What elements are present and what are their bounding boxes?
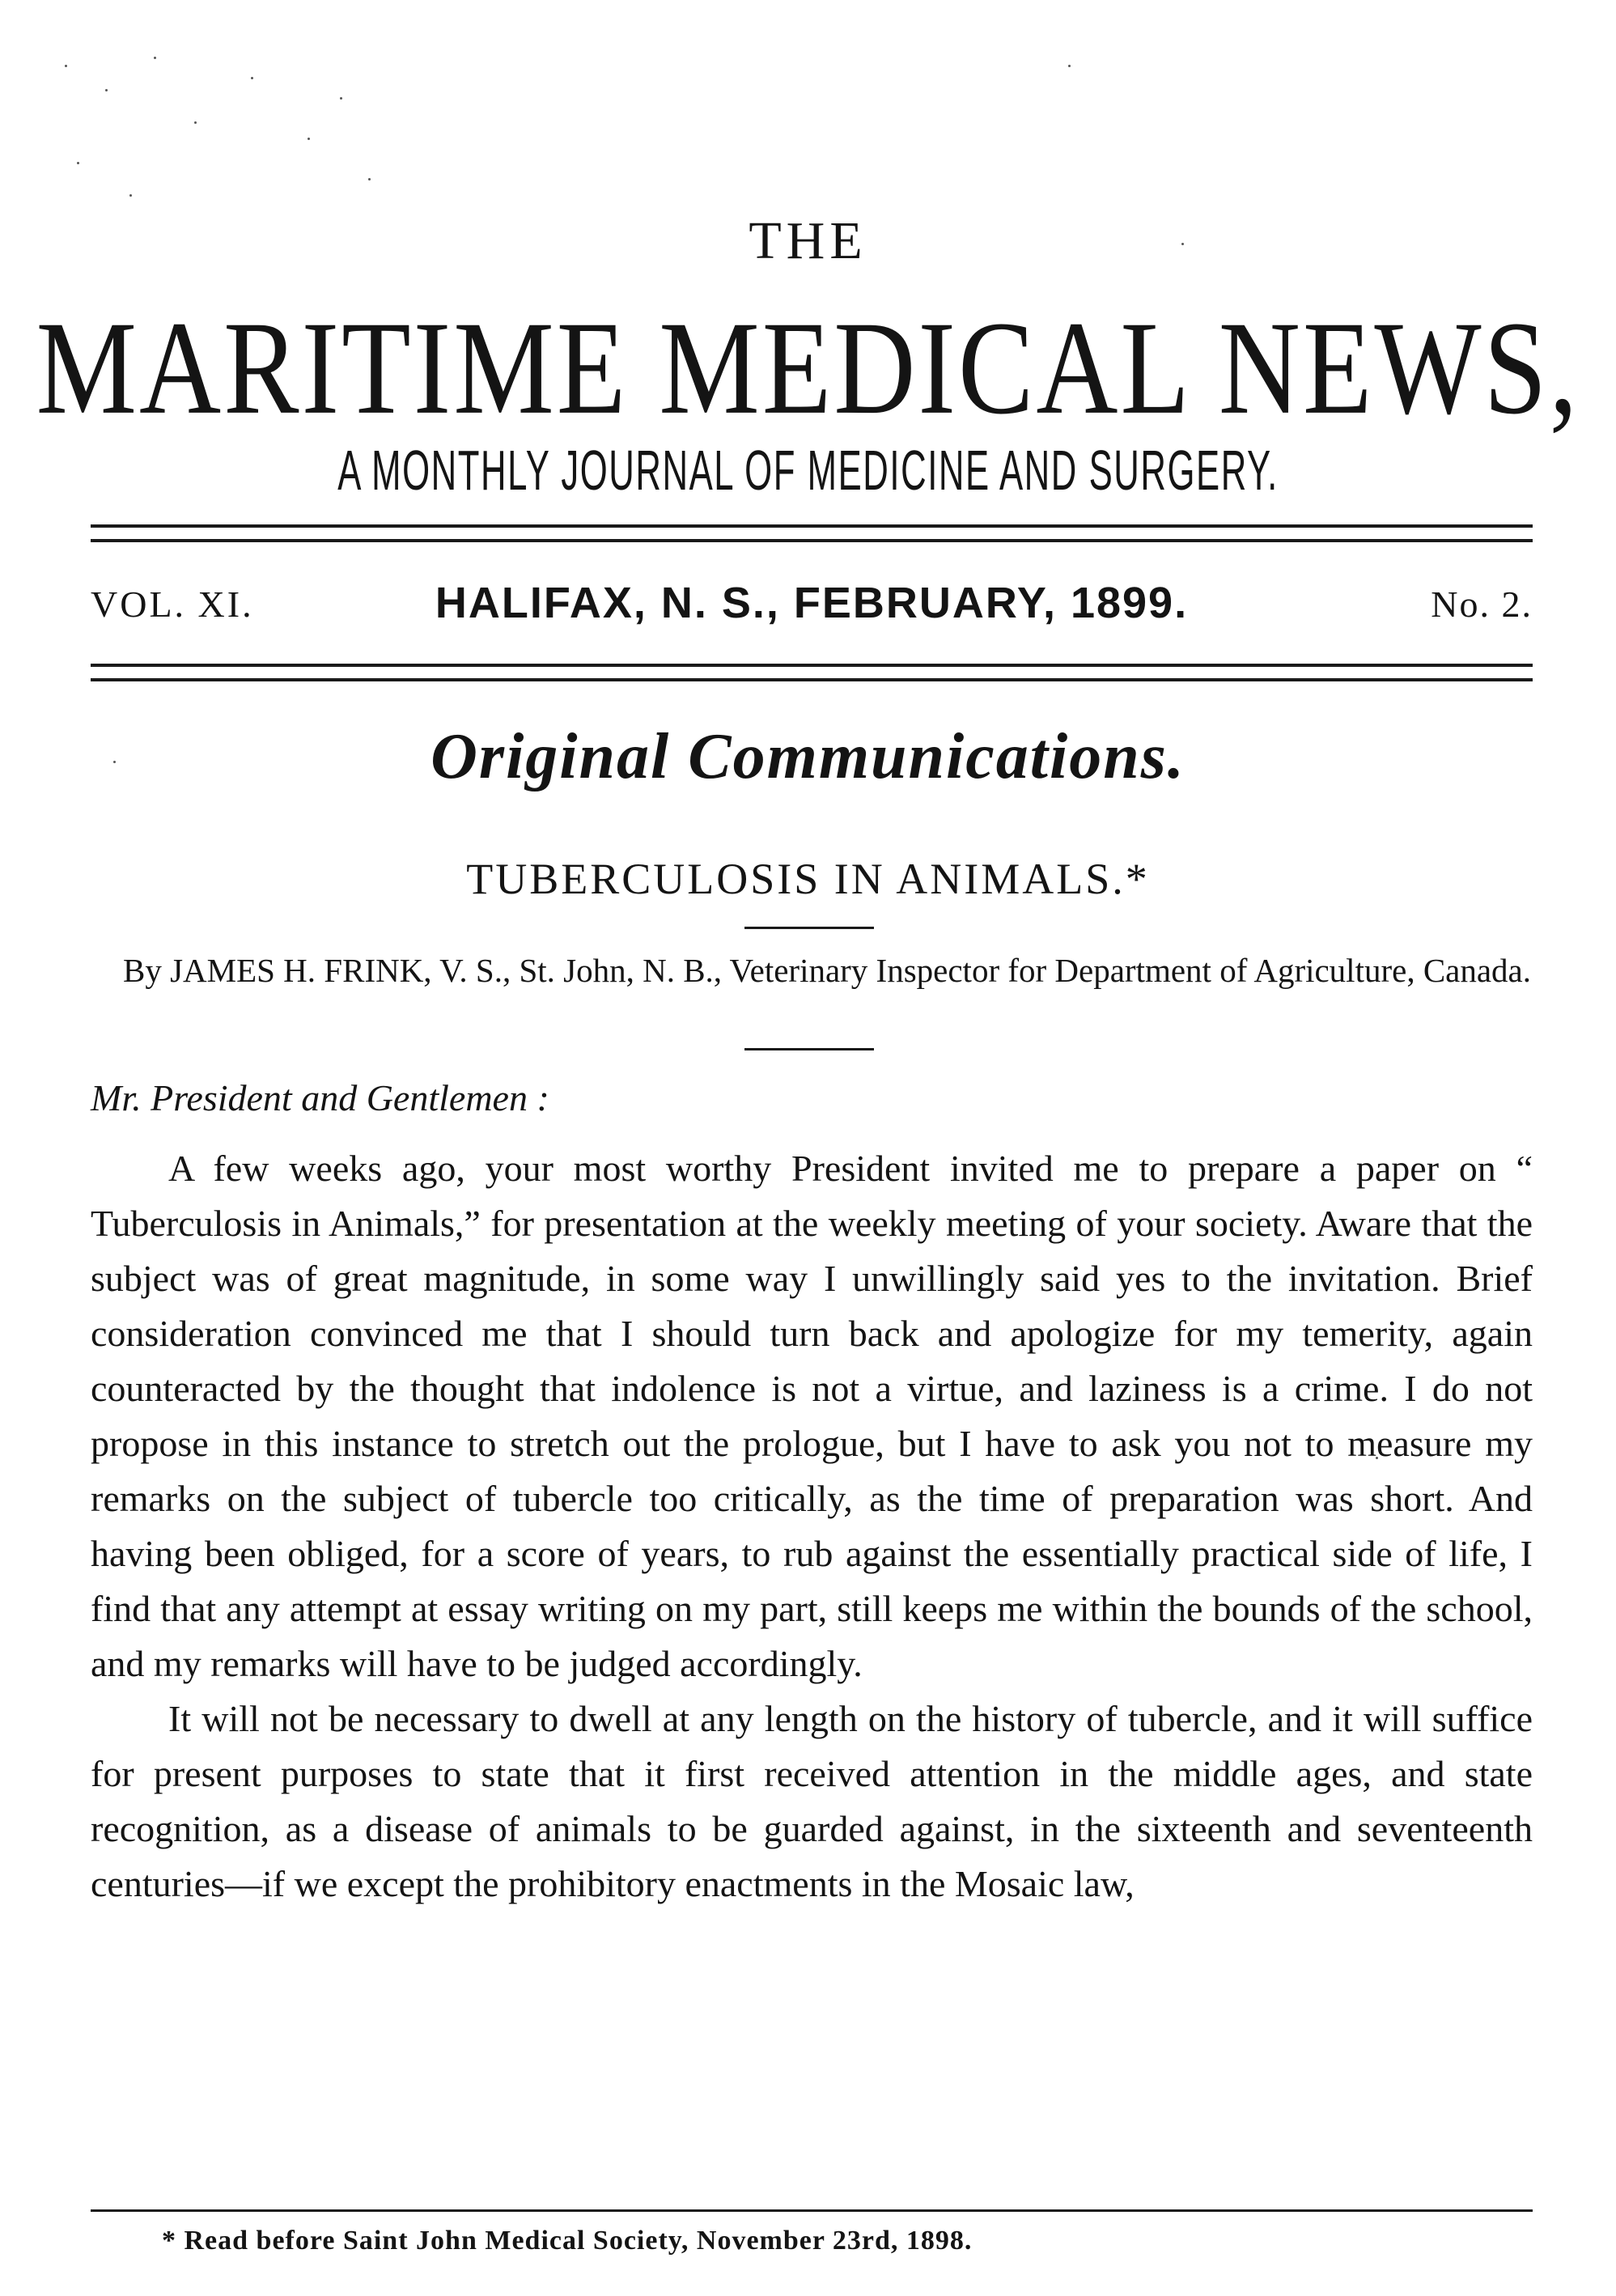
masthead-the: THE (749, 211, 867, 270)
journal-subtitle: A MONTHLY JOURNAL OF MEDICINE AND SURGERY. (337, 438, 1279, 502)
title-rule (744, 927, 874, 929)
salutation: Mr. President and Gentlemen : (91, 1077, 549, 1118)
article-byline: By JAMES H. FRINK, V. S., St. John, N. B., Veterinary Inspector for Department of Agriculture, Canada. (122, 952, 1532, 989)
paragraph: It will not be necessary to dwell at any length on the history of tubercle, and it will suffice for present purposes to state that it first received attention in the middle ages, and state recognition, as a disease of animals to be guarded against, in the sixteenth and seventeenth centuries—if we except the prohibitory enactments in the Mosaic law, (91, 1698, 1533, 1904)
issue-number: No. 2. (1431, 584, 1533, 625)
footnote-rule (91, 2209, 1533, 2212)
byline-rule (744, 1048, 874, 1050)
issue-line (91, 579, 1533, 639)
article-title: TUBERCULOSIS IN ANIMALS.* (466, 855, 1150, 903)
header-rule-top (91, 524, 1533, 542)
article-body (91, 1141, 1533, 1912)
place-date: HALIFAX, N. S., FEBRUARY, 1899. (435, 579, 1189, 627)
journal-title: MARITIME MEDICAL NEWS, (36, 294, 1580, 443)
header-rule-bottom (91, 664, 1533, 681)
footnote: * Read before Saint John Medical Society, November 23rd, 1898. (162, 2226, 973, 2256)
volume-label: VOL. XI. (91, 584, 254, 625)
section-heading: Original Communications. (431, 721, 1185, 792)
paragraph: A few weeks ago, your most worthy President invited me to prepare a paper on “ Tuberculosis in Animals,” for presentation at the weekly meeting of your society. Aware that the subject was of great magnitude, in some way I unwillingly said yes to the invitation. Brief consideration convinced me that I should turn back and apologize for my temerity, again counteracted by the thought that indolence is not a virtue, and laziness is a crime. I do not propose in this instance to stretch out the prologue, but I have to ask you not to measure my remarks on the subject of tubercle too critically, as the time of preparation was short. And having been obliged, for a score of years, to rub against the essentially practical side of life, I find that any attempt at essay writing on my part, still keeps me within the bounds of the school, and my remarks will have to be judged accordingly. (91, 1148, 1533, 1684)
